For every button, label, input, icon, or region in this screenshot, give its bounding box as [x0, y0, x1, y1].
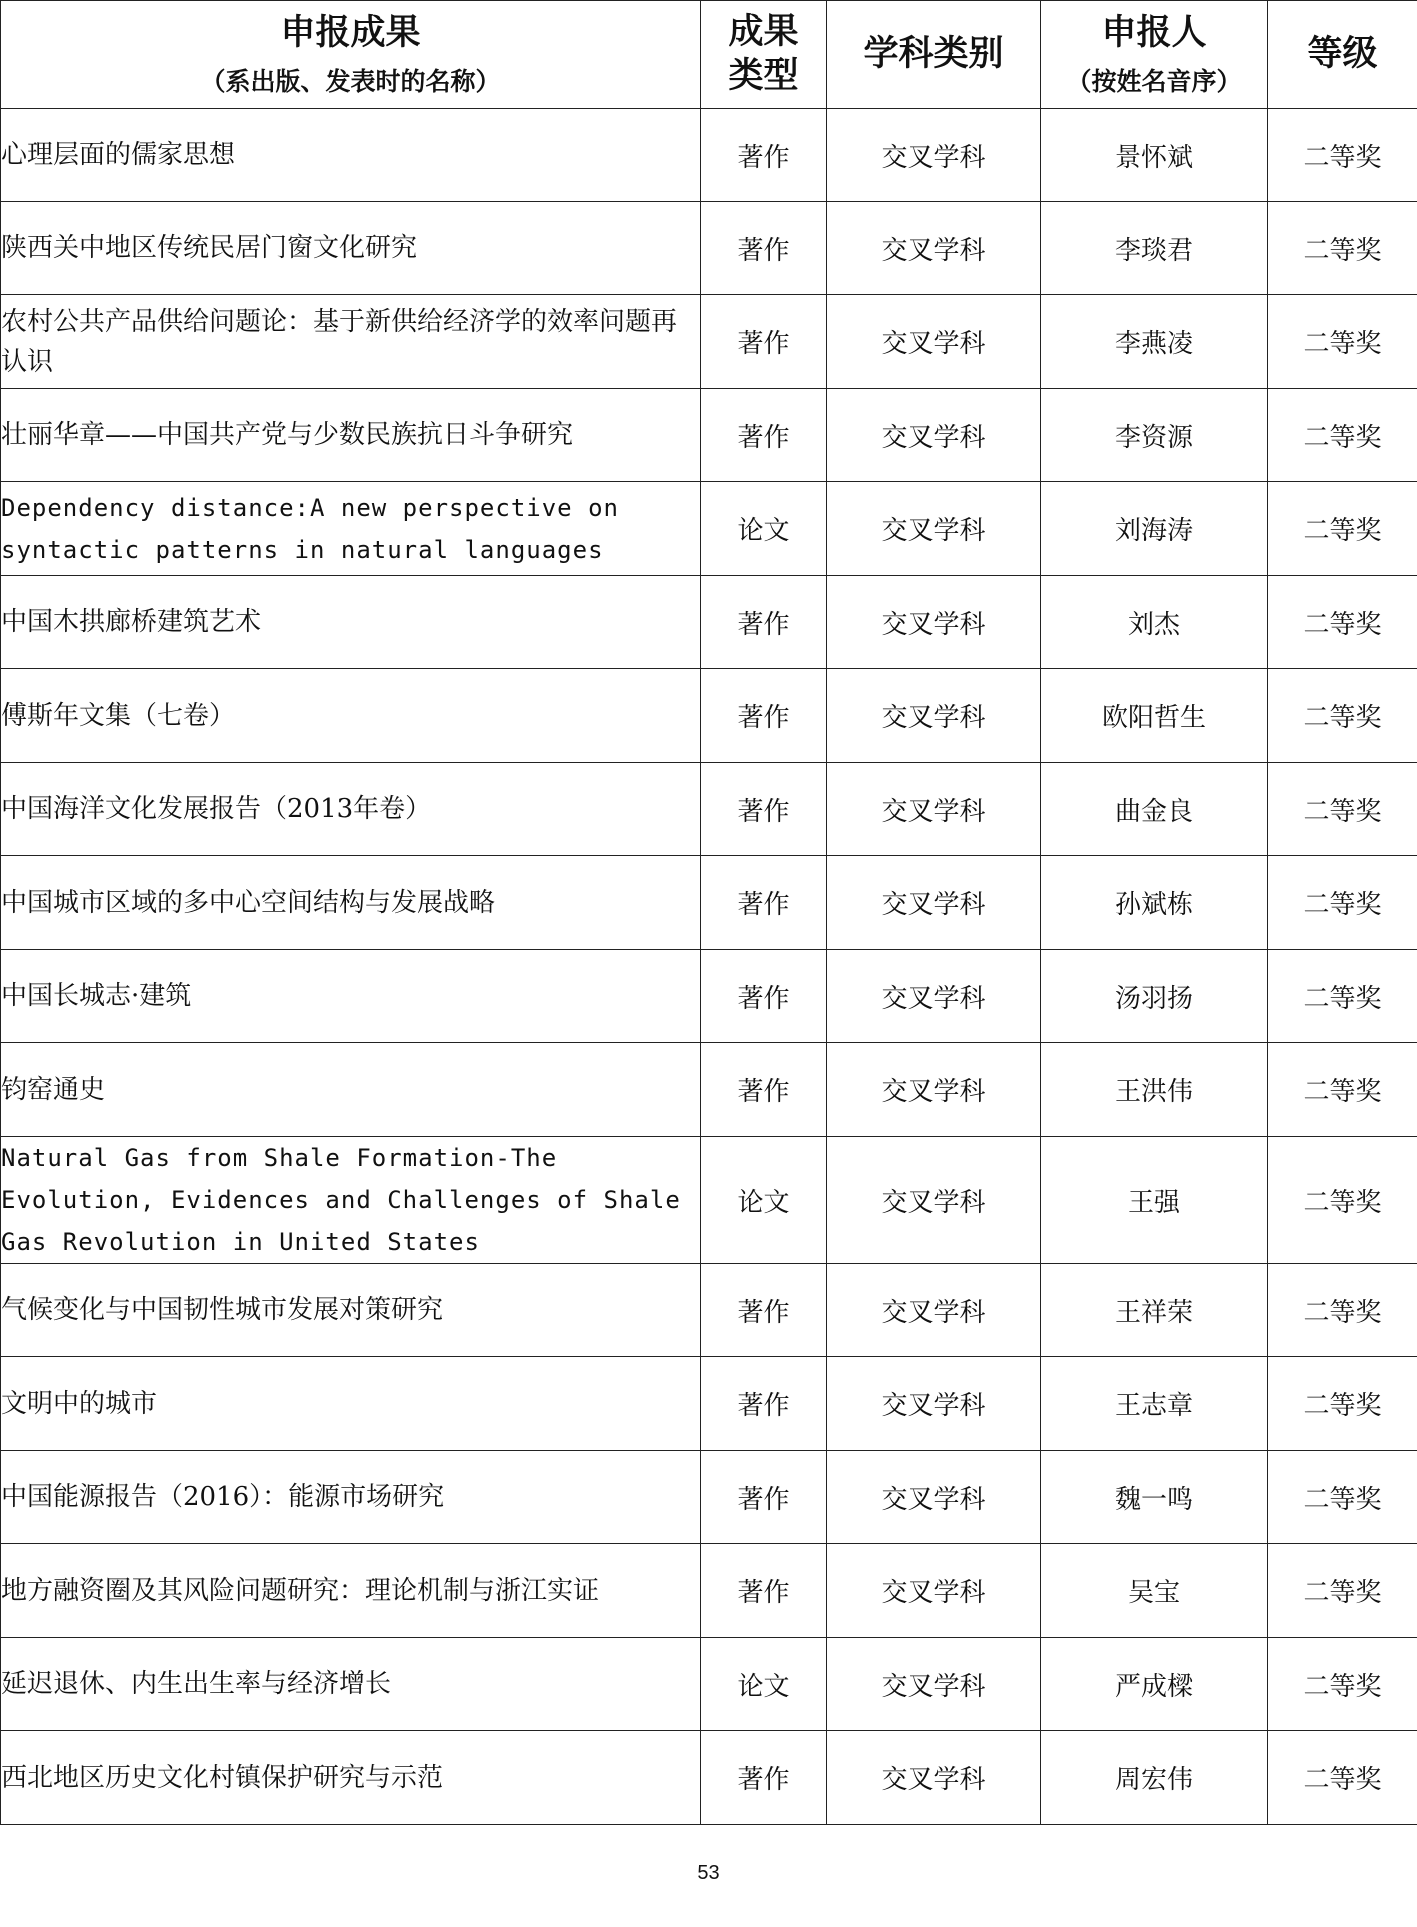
cell-type: 著作 [701, 1357, 827, 1451]
cell-applicant: 孙斌栋 [1041, 856, 1268, 950]
cell-grade: 二等奖 [1268, 1264, 1417, 1357]
cell-grade: 二等奖 [1268, 763, 1417, 856]
cell-title: 钧窑通史 [1, 1043, 701, 1137]
table-row [1, 669, 1417, 763]
table-header [1, 1, 1417, 109]
cell-title: 中国能源报告（2016）：能源市场研究 [1, 1451, 701, 1544]
cell-grade: 二等奖 [1268, 1043, 1417, 1137]
cell-subject: 交叉学科 [827, 763, 1041, 856]
cell-type: 著作 [701, 669, 827, 763]
cell-subject: 交叉学科 [827, 1451, 1041, 1544]
cell-type: 论文 [701, 1137, 827, 1264]
cell-grade: 二等奖 [1268, 1731, 1417, 1825]
table-row [1, 295, 1417, 389]
cell-subject: 交叉学科 [827, 1731, 1041, 1825]
cell-grade: 二等奖 [1268, 1544, 1417, 1638]
cell-title: 心理层面的儒家思想 [1, 109, 701, 202]
cell-grade: 二等奖 [1268, 202, 1417, 295]
header-grade: 等级 [1268, 1, 1417, 109]
table-row [1, 856, 1417, 950]
cell-grade: 二等奖 [1268, 1357, 1417, 1451]
header-type-text: 成果类型 [728, 11, 799, 96]
cell-grade: 二等奖 [1268, 295, 1417, 389]
cell-type: 著作 [701, 202, 827, 295]
header-title-main: 申报成果 [280, 13, 421, 53]
cell-applicant: 汤羽扬 [1041, 950, 1268, 1043]
cell-subject: 交叉学科 [827, 482, 1041, 576]
table-row [1, 763, 1417, 856]
table-row [1, 202, 1417, 295]
table-row [1, 1137, 1417, 1264]
cell-applicant: 王强 [1041, 1137, 1268, 1264]
cell-title: Dependency distance:A new perspective on syntactic patterns in natural languages [1, 482, 701, 576]
table-row [1, 389, 1417, 482]
cell-type: 著作 [701, 389, 827, 482]
cell-subject: 交叉学科 [827, 295, 1041, 389]
cell-subject: 交叉学科 [827, 1043, 1041, 1137]
cell-subject: 交叉学科 [827, 856, 1041, 950]
cell-title: 中国木拱廊桥建筑艺术 [1, 576, 701, 669]
cell-type: 著作 [701, 1731, 827, 1825]
cell-grade: 二等奖 [1268, 856, 1417, 950]
cell-grade: 二等奖 [1268, 1638, 1417, 1731]
cell-subject: 交叉学科 [827, 389, 1041, 482]
cell-subject: 交叉学科 [827, 109, 1041, 202]
table-row [1, 1731, 1417, 1825]
cell-applicant: 李燕凌 [1041, 295, 1268, 389]
table-row [1, 1638, 1417, 1731]
cell-grade: 二等奖 [1268, 950, 1417, 1043]
cell-type: 著作 [701, 1451, 827, 1544]
cell-applicant: 欧阳哲生 [1041, 669, 1268, 763]
cell-subject: 交叉学科 [827, 576, 1041, 669]
cell-applicant: 魏一鸣 [1041, 1451, 1268, 1544]
cell-applicant: 李资源 [1041, 389, 1268, 482]
cell-type: 著作 [701, 295, 827, 389]
cell-title: 农村公共产品供给问题论：基于新供给经济学的效率问题再认识 [1, 295, 701, 389]
cell-applicant: 曲金良 [1041, 763, 1268, 856]
table-row [1, 1043, 1417, 1137]
header-applicant-main: 申报人 [1101, 13, 1207, 53]
table-row [1, 1357, 1417, 1451]
cell-title: 气候变化与中国韧性城市发展对策研究 [1, 1264, 701, 1357]
cell-subject: 交叉学科 [827, 1264, 1041, 1357]
cell-applicant: 景怀斌 [1041, 109, 1268, 202]
header-applicant-sub: （按姓名音序） [1066, 66, 1242, 96]
cell-applicant: 周宏伟 [1041, 1731, 1268, 1825]
cell-grade: 二等奖 [1268, 1137, 1417, 1264]
cell-type: 著作 [701, 1544, 827, 1638]
cell-applicant: 严成樑 [1041, 1638, 1268, 1731]
cell-grade: 二等奖 [1268, 389, 1417, 482]
cell-subject: 交叉学科 [827, 1357, 1041, 1451]
table-row [1, 950, 1417, 1043]
header-applicant [1041, 1, 1268, 109]
cell-grade: 二等奖 [1268, 482, 1417, 576]
cell-subject: 交叉学科 [827, 1137, 1041, 1264]
cell-title: 地方融资圈及其风险问题研究：理论机制与浙江实证 [1, 1544, 701, 1638]
cell-subject: 交叉学科 [827, 950, 1041, 1043]
cell-applicant: 刘海涛 [1041, 482, 1268, 576]
cell-applicant: 吴宝 [1041, 1544, 1268, 1638]
cell-title: 中国海洋文化发展报告（2013年卷） [1, 763, 701, 856]
cell-title: 文明中的城市 [1, 1357, 701, 1451]
table-row [1, 1264, 1417, 1357]
cell-subject: 交叉学科 [827, 1544, 1041, 1638]
cell-applicant: 刘杰 [1041, 576, 1268, 669]
cell-grade: 二等奖 [1268, 1451, 1417, 1544]
cell-applicant: 李琰君 [1041, 202, 1268, 295]
cell-title: 西北地区历史文化村镇保护研究与示范 [1, 1731, 701, 1825]
cell-grade: 二等奖 [1268, 576, 1417, 669]
cell-title: 陕西关中地区传统民居门窗文化研究 [1, 202, 701, 295]
cell-title: Natural Gas from Shale Formation-The Evolution, Evidences and Challenges of Shale Gas Revolution in United States [1, 1137, 701, 1264]
table-row [1, 1451, 1417, 1544]
cell-title: 延迟退休、内生出生率与经济增长 [1, 1638, 701, 1731]
cell-applicant: 王志章 [1041, 1357, 1268, 1451]
table-row [1, 109, 1417, 202]
cell-title: 中国长城志·建筑 [1, 950, 701, 1043]
cell-type: 著作 [701, 109, 827, 202]
table-row [1, 1544, 1417, 1638]
cell-type: 论文 [701, 482, 827, 576]
header-type [701, 1, 827, 109]
cell-type: 著作 [701, 856, 827, 950]
cell-type: 著作 [701, 576, 827, 669]
cell-type: 著作 [701, 1043, 827, 1137]
cell-type: 论文 [701, 1638, 827, 1731]
header-title [1, 1, 701, 109]
cell-subject: 交叉学科 [827, 669, 1041, 763]
cell-title: 中国城市区域的多中心空间结构与发展战略 [1, 856, 701, 950]
page-number: 53 [697, 1862, 720, 1884]
cell-type: 著作 [701, 950, 827, 1043]
cell-grade: 二等奖 [1268, 109, 1417, 202]
table-body [1, 109, 1417, 1825]
cell-applicant: 王祥荣 [1041, 1264, 1268, 1357]
cell-grade: 二等奖 [1268, 669, 1417, 763]
table-row [1, 482, 1417, 576]
header-title-sub: （系出版、发表时的名称） [200, 66, 501, 96]
cell-title: 傅斯年文集（七卷） [1, 669, 701, 763]
cell-subject: 交叉学科 [827, 1638, 1041, 1731]
cell-type: 著作 [701, 763, 827, 856]
cell-title: 壮丽华章——中国共产党与少数民族抗日斗争研究 [1, 389, 701, 482]
cell-type: 著作 [701, 1264, 827, 1357]
table-row [1, 576, 1417, 669]
cell-subject: 交叉学科 [827, 202, 1041, 295]
cell-applicant: 王洪伟 [1041, 1043, 1268, 1137]
header-subject: 学科类别 [827, 1, 1041, 109]
